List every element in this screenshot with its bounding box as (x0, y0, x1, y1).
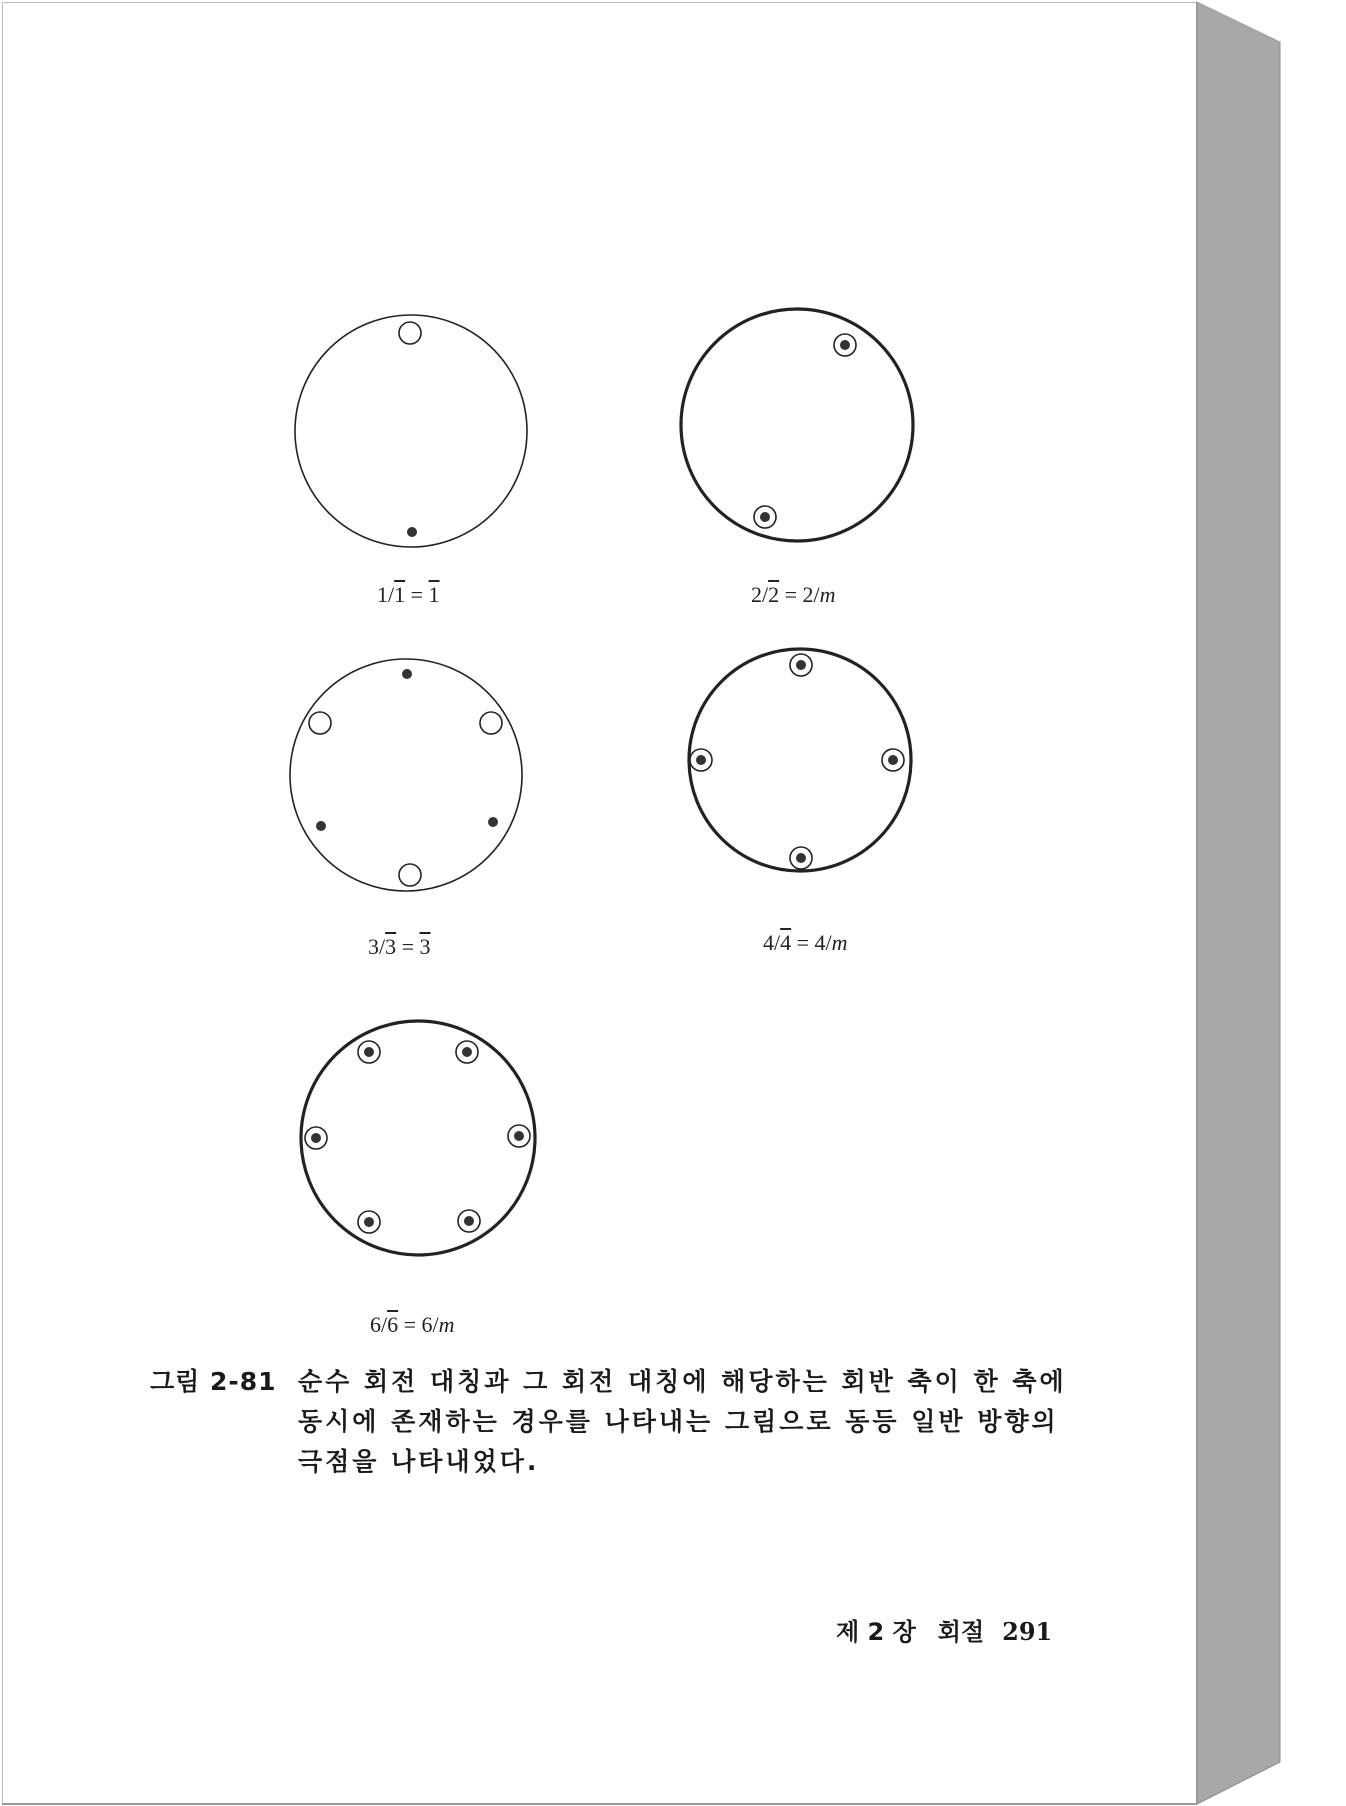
filled-pole-icon (488, 817, 498, 827)
chapter-label: 제 2 장 (836, 1618, 916, 1646)
stereogram-2-over-m (681, 309, 913, 541)
filled-pole-icon (402, 669, 412, 679)
page-number: 291 (1002, 1617, 1053, 1646)
caption-line: 순수 회전 대칭과 그 회전 대칭에 해당하는 회반 축이 한 축에 (298, 1367, 1067, 1396)
caption-line: 극점을 나타내었다. (298, 1447, 540, 1476)
stereogram-3bar (290, 659, 522, 891)
page-footer (836, 1612, 1052, 1647)
stereogram-4-over-m (689, 649, 911, 871)
open-pole-icon (399, 864, 421, 886)
caption-line: 동시에 존재하는 경우를 나타내는 그림으로 동등 일반 방향의 (298, 1407, 1059, 1436)
filled-pole-icon (316, 821, 326, 831)
filled-pole-icon (407, 527, 417, 537)
stereogram-1bar (295, 315, 527, 547)
figure-label-6-over-m: 6/6 = 6/m (370, 1312, 455, 1337)
open-pole-icon (480, 712, 502, 734)
open-pole-icon (399, 322, 421, 344)
open-pole-icon (309, 712, 331, 734)
figure-label-2-over-m: 2/2 = 2/m (751, 582, 836, 607)
figure-label-1bar: 1/1 = 1 (377, 582, 440, 607)
chapter-title: 회절 (937, 1618, 985, 1646)
figure-label-3bar: 3/3 = 3 (368, 934, 431, 959)
stereogram-6-over-m (301, 1021, 535, 1255)
figure-label-4-over-m: 4/4 = 4/m (763, 930, 848, 955)
figure-caption-label: 그림 2-81 (150, 1367, 277, 1396)
figure-caption-text (298, 1362, 1067, 1482)
